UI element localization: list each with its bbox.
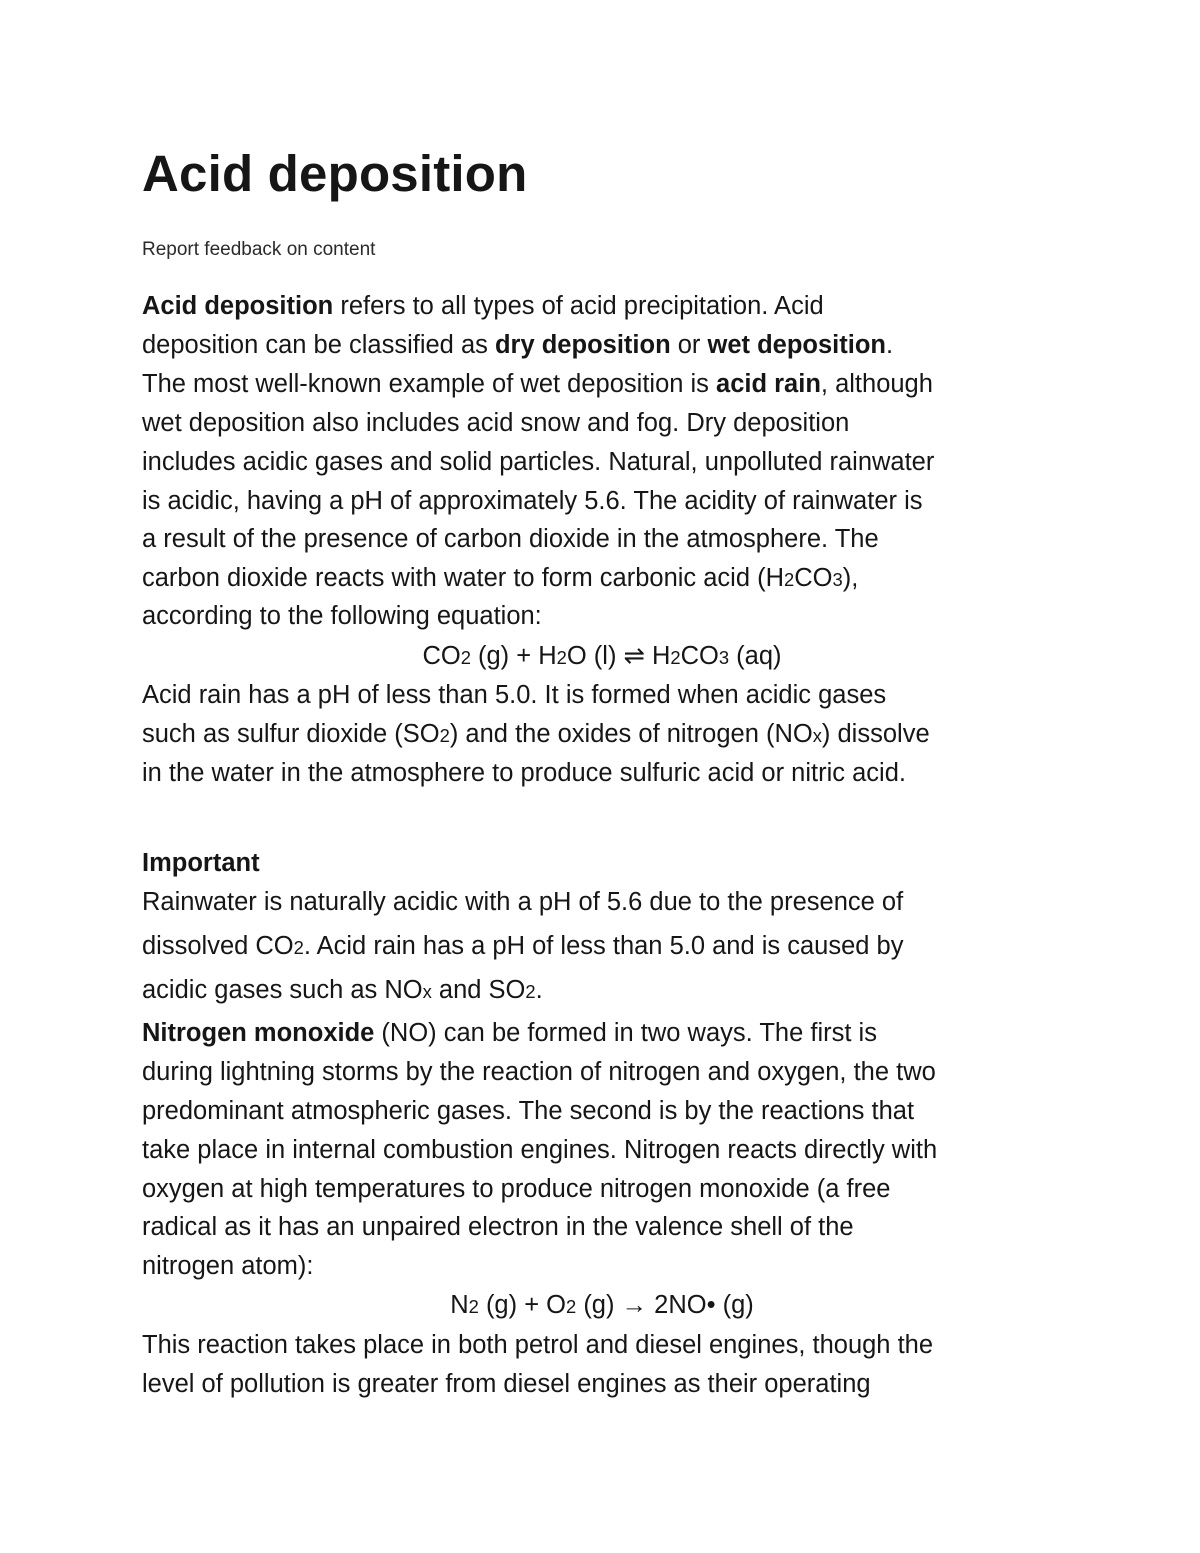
term-dry-deposition: dry deposition (494, 331, 671, 359)
important-heading: Important (142, 849, 260, 877)
text-line: radical as it has an unpaired electron in the valence shell of the (142, 1213, 854, 1241)
term-acid-rain: acid rain (716, 370, 821, 398)
report-feedback-link[interactable]: Report feedback on content (142, 239, 376, 260)
text-line: such as sulfur dioxide (SO2) and the oxides of nitrogen (NOx) dissolve (142, 720, 930, 748)
text-line: Nitrogen monoxide (NO) can be formed in two ways. The first is (142, 1019, 877, 1047)
text-line: wet deposition also includes acid snow and fog. Dry deposition (142, 409, 850, 437)
text-line: level of pollution is greater from diesel engines as their operating (142, 1370, 871, 1398)
text-line: during lightning storms by the reaction of nitrogen and oxygen, the two (142, 1058, 936, 1086)
text-line: deposition can be classified as dry deposition or wet deposition. (142, 331, 894, 359)
text-line: Acid deposition refers to all types of acid precipitation. Acid (142, 292, 824, 320)
text-line: This reaction takes place in both petrol and diesel engines, though the (142, 1331, 934, 1359)
page-title: Acid deposition (142, 145, 528, 202)
text-line: in the water in the atmosphere to produce sulfuric acid or nitric acid. (142, 759, 906, 787)
term-wet-deposition: wet deposition (707, 331, 886, 359)
equation-nitrogen-monoxide: N2 (g) + O2 (g) → 2NO• (g) (450, 1291, 754, 1319)
text-line: The most well-known example of wet deposition is acid rain, although (142, 370, 933, 398)
text-line: take place in internal combustion engines. Nitrogen reacts directly with (142, 1136, 938, 1164)
important-text-line: dissolved CO2. Acid rain has a pH of less than 5.0 and is caused by (142, 932, 904, 960)
term-acid-deposition: Acid deposition (142, 292, 334, 320)
text-line: Acid rain has a pH of less than 5.0. It is formed when acidic gases (142, 681, 887, 709)
text-line: is acidic, having a pH of approximately 5.6. The acidity of rainwater is (142, 487, 923, 515)
text-line: a result of the presence of carbon dioxide in the atmosphere. The (142, 525, 879, 553)
text-line: nitrogen atom): (142, 1252, 314, 1280)
text-line: predominant atmospheric gases. The second is by the reactions that (142, 1097, 915, 1125)
term-nitrogen-monoxide: Nitrogen monoxide (142, 1019, 375, 1047)
important-text-line: Rainwater is naturally acidic with a pH of 5.6 due to the presence of (142, 888, 904, 916)
equation-carbonic-acid: CO2 (g) + H2O (l) ⇌ H2CO3 (aq) (422, 642, 782, 670)
text-line: carbon dioxide reacts with water to form carbonic acid (H2CO3), (142, 564, 859, 592)
important-text-line: acidic gases such as NOx and SO2. (142, 976, 543, 1004)
text-line: includes acidic gases and solid particles. Natural, unpolluted rainwater (142, 448, 935, 476)
text-line: according to the following equation: (142, 602, 542, 630)
text-line: oxygen at high temperatures to produce nitrogen monoxide (a free (142, 1175, 891, 1203)
